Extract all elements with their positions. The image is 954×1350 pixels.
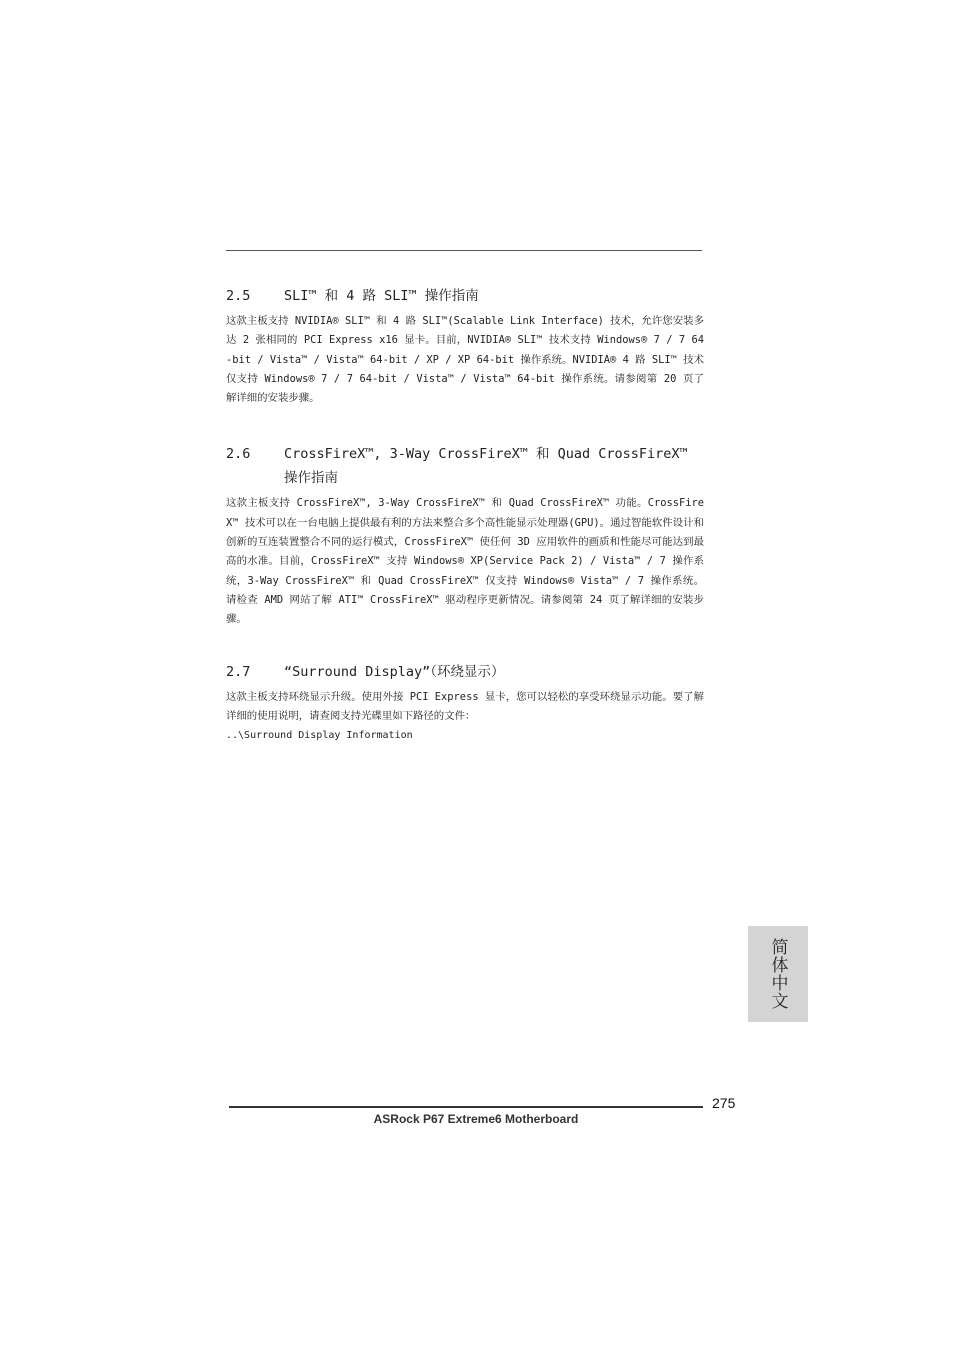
section-title: SLI™ 和 4 路 SLI™ 操作指南 (284, 288, 479, 304)
section-2-7 (226, 660, 704, 746)
section-body: 这款主板支持 CrossFireX™, 3-Way CrossFireX™ 和 Quad CrossFireX™ 功能。CrossFireX™ 技术可以在一台电脑上提供最有利的方法来整合多个高性能显示处理器(GPU)。通过智能软件设计和创新的互连装置整合不同的运行模式，CrossFireX™ 使任何 3D 应用软件的画质和性能尽可能达到最高的水准。目前，CrossFireX™ 支持 Windows® XP(Service Pack 2) / Vista™ / 7 操作系统，3-Way CrossFireX™ 和 Quad CrossFireX™ 仅支持 Windows® Vista™ / 7 操作系统。请检查 AMD 网站了解 ATI™ CrossFireX™ 驱动程序更新情况。请参阅第 24 页了解详细的安装步骤。 (226, 497, 704, 626)
language-tab-label: 简体中文 (767, 938, 788, 1010)
section-2-5 (226, 284, 704, 408)
section-heading (226, 442, 704, 490)
page-content (226, 284, 704, 745)
section-number: 2.6 (226, 446, 251, 463)
file-path: ..\Surround Display Information (226, 730, 413, 742)
section-number: 2.7 (226, 663, 251, 680)
section-title: “Surround Display”（环绕显示） (284, 663, 505, 680)
header-rule (226, 250, 702, 251)
page-number: 275 (712, 1095, 736, 1111)
section-body: 这款主板支持环绕显示升级。使用外接 PCI Express 显卡，您可以轻松的享受环绕显示功能。要了解详细的使用说明，请查阅支持光碟里如下路径的文件： (226, 690, 704, 722)
section-heading (226, 284, 704, 308)
footer-rule (229, 1106, 703, 1108)
section-title: CrossFireX™, 3-Way CrossFireX™ 和 Quad CrossFireX™ 操作指南 (284, 446, 688, 487)
section-number: 2.5 (226, 288, 251, 304)
section-body: 这款主板支持 NVIDIA® SLI™ 和 4 路 SLI™(Scalable Link Interface) 技术，允许您安装多达 2 张相同的 PCI Express x16 显卡。目前，NVIDIA® SLI™ 技术支持 Windows® 7 / 7 64-bit / Vista™ / Vista™ 64-bit / XP / XP 64-bit 操作系统。NVIDIA® 4 路 SLI™ 技术仅支持 Windows® 7 / 7 64-bit / Vista™ / Vista™ 64-bit 操作系统。请参阅第 20 页了解详细的安装步骤。 (226, 315, 704, 405)
language-tab (748, 926, 808, 1022)
footer-title: ASRock P67 Extreme6 Motherboard (373, 1112, 579, 1126)
section-heading (226, 660, 704, 684)
section-2-6 (226, 442, 704, 629)
